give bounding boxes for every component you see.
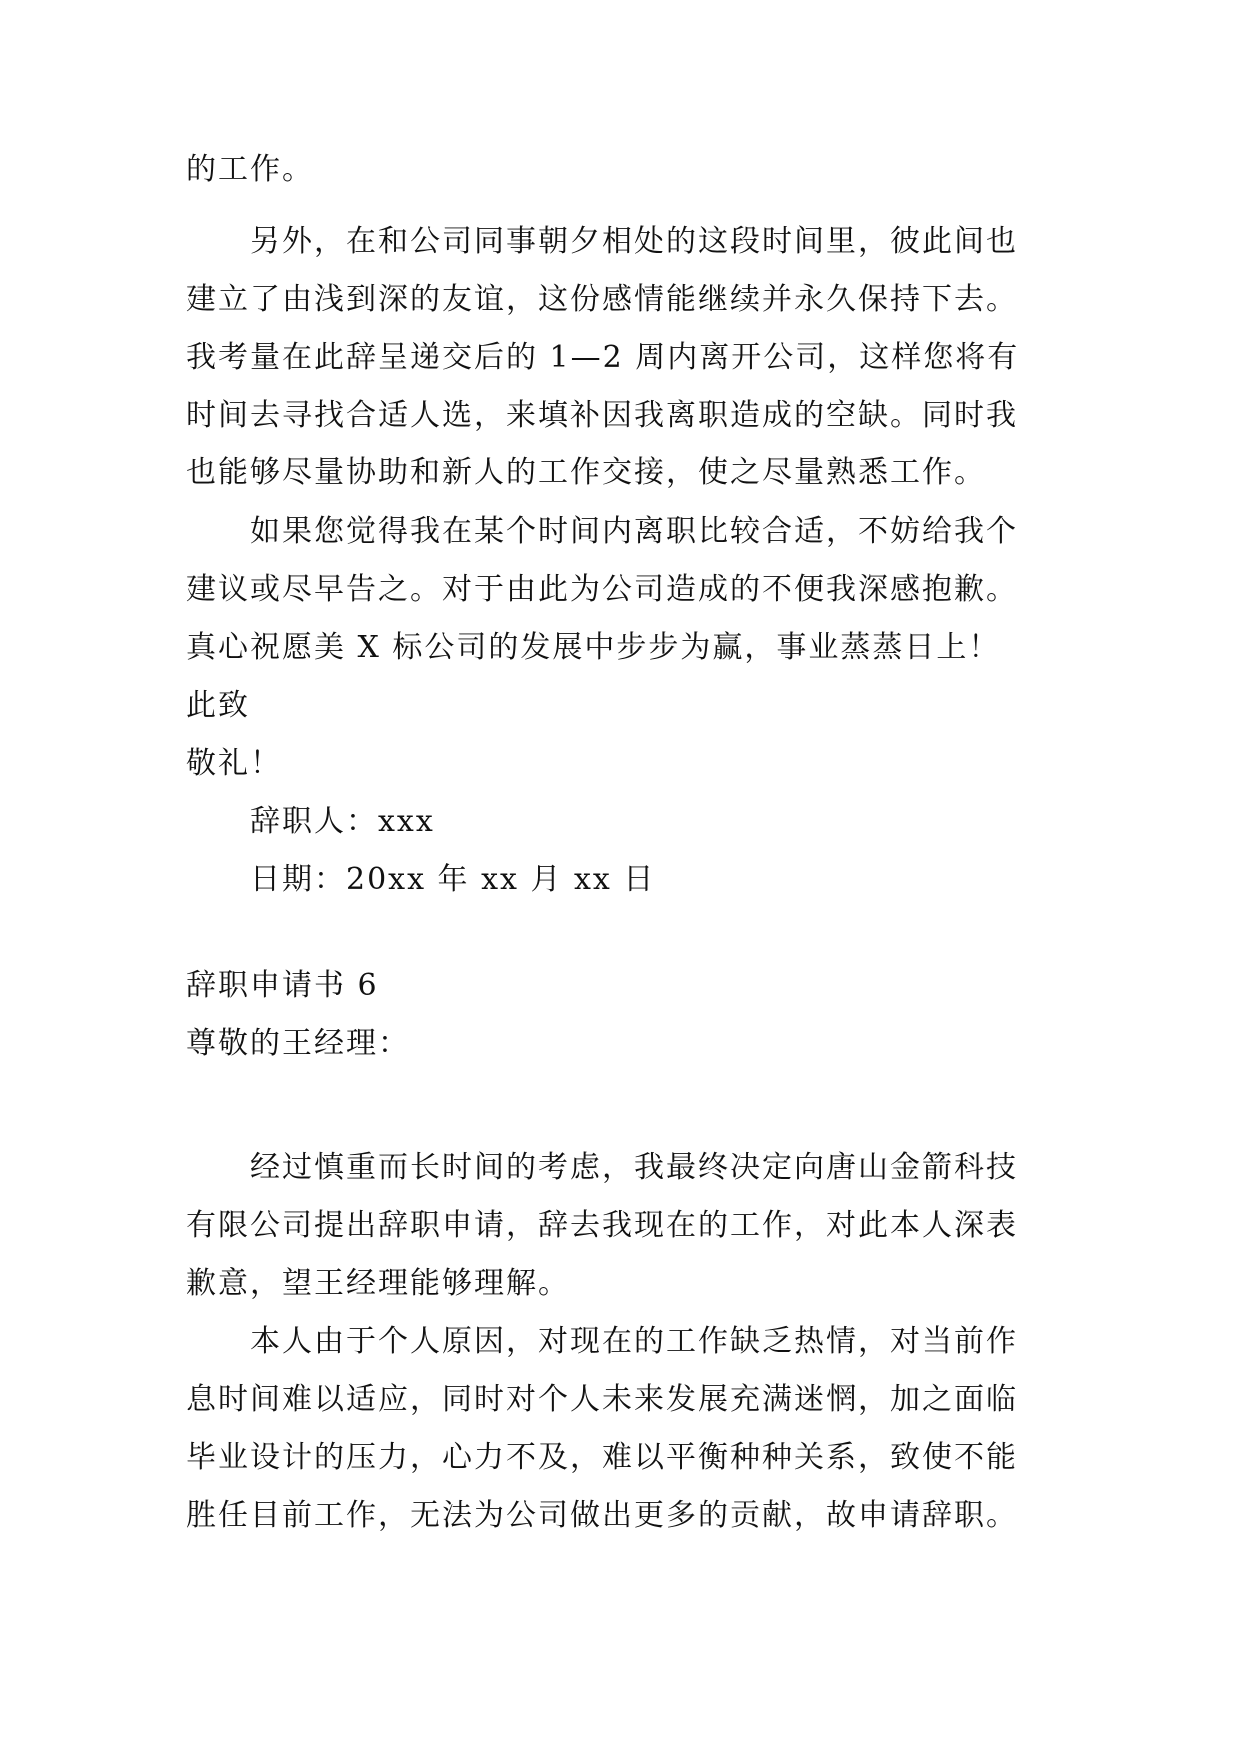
section-heading: 辞职申请书 6 <box>186 968 379 1003</box>
text-line: 的工作。 <box>186 152 314 187</box>
closing-salutation: 此致 <box>186 688 250 723</box>
paragraph-first-line: 经过慎重而长时间的考虑，我最终决定向唐山金箭科技 <box>250 1150 1018 1185</box>
text-line: 毕业设计的压力，心力不及，难以平衡种种关系，致使不能 <box>186 1440 1018 1475</box>
paragraph-first-line: 另外，在和公司同事朝夕相处的这段时间里，彼此间也 <box>250 224 1018 259</box>
closing-regards: 敬礼！ <box>186 746 282 781</box>
text-line: 胜任目前工作，无法为公司做出更多的贡献，故申请辞职。 <box>186 1498 1018 1533</box>
text-line: 我考量在此辞呈递交后的 1—2 周内离开公司，这样您将有 <box>186 340 1020 375</box>
text-line: 歉意，望王经理能够理解。 <box>186 1266 570 1301</box>
text-line: 建立了由浅到深的友谊，这份感情能继续并永久保持下去。 <box>186 282 1018 317</box>
signature-name: 辞职人：xxx <box>250 804 435 839</box>
signature-date: 日期：20xx 年 xx 月 xx 日 <box>250 862 656 897</box>
text-line: 建议或尽早告之。对于由此为公司造成的不便我深感抱歉。 <box>186 572 1018 607</box>
text-line: 有限公司提出辞职申请，辞去我现在的工作，对此本人深表 <box>186 1208 1018 1243</box>
greeting: 尊敬的王经理： <box>186 1026 410 1061</box>
text-line: 息时间难以适应，同时对个人未来发展充满迷惘，加之面临 <box>186 1382 1018 1417</box>
paragraph-first-line: 本人由于个人原因，对现在的工作缺乏热情，对当前作 <box>250 1324 1018 1359</box>
text-line: 也能够尽量协助和新人的工作交接，使之尽量熟悉工作。 <box>186 455 986 490</box>
text-line: 真心祝愿美 X 标公司的发展中步步为赢，事业蒸蒸日上！ <box>186 630 1001 665</box>
paragraph-first-line: 如果您觉得我在某个时间内离职比较合适，不妨给我个 <box>250 514 1018 549</box>
text-line: 时间去寻找合适人选，来填补因我离职造成的空缺。同时我 <box>186 398 1018 433</box>
